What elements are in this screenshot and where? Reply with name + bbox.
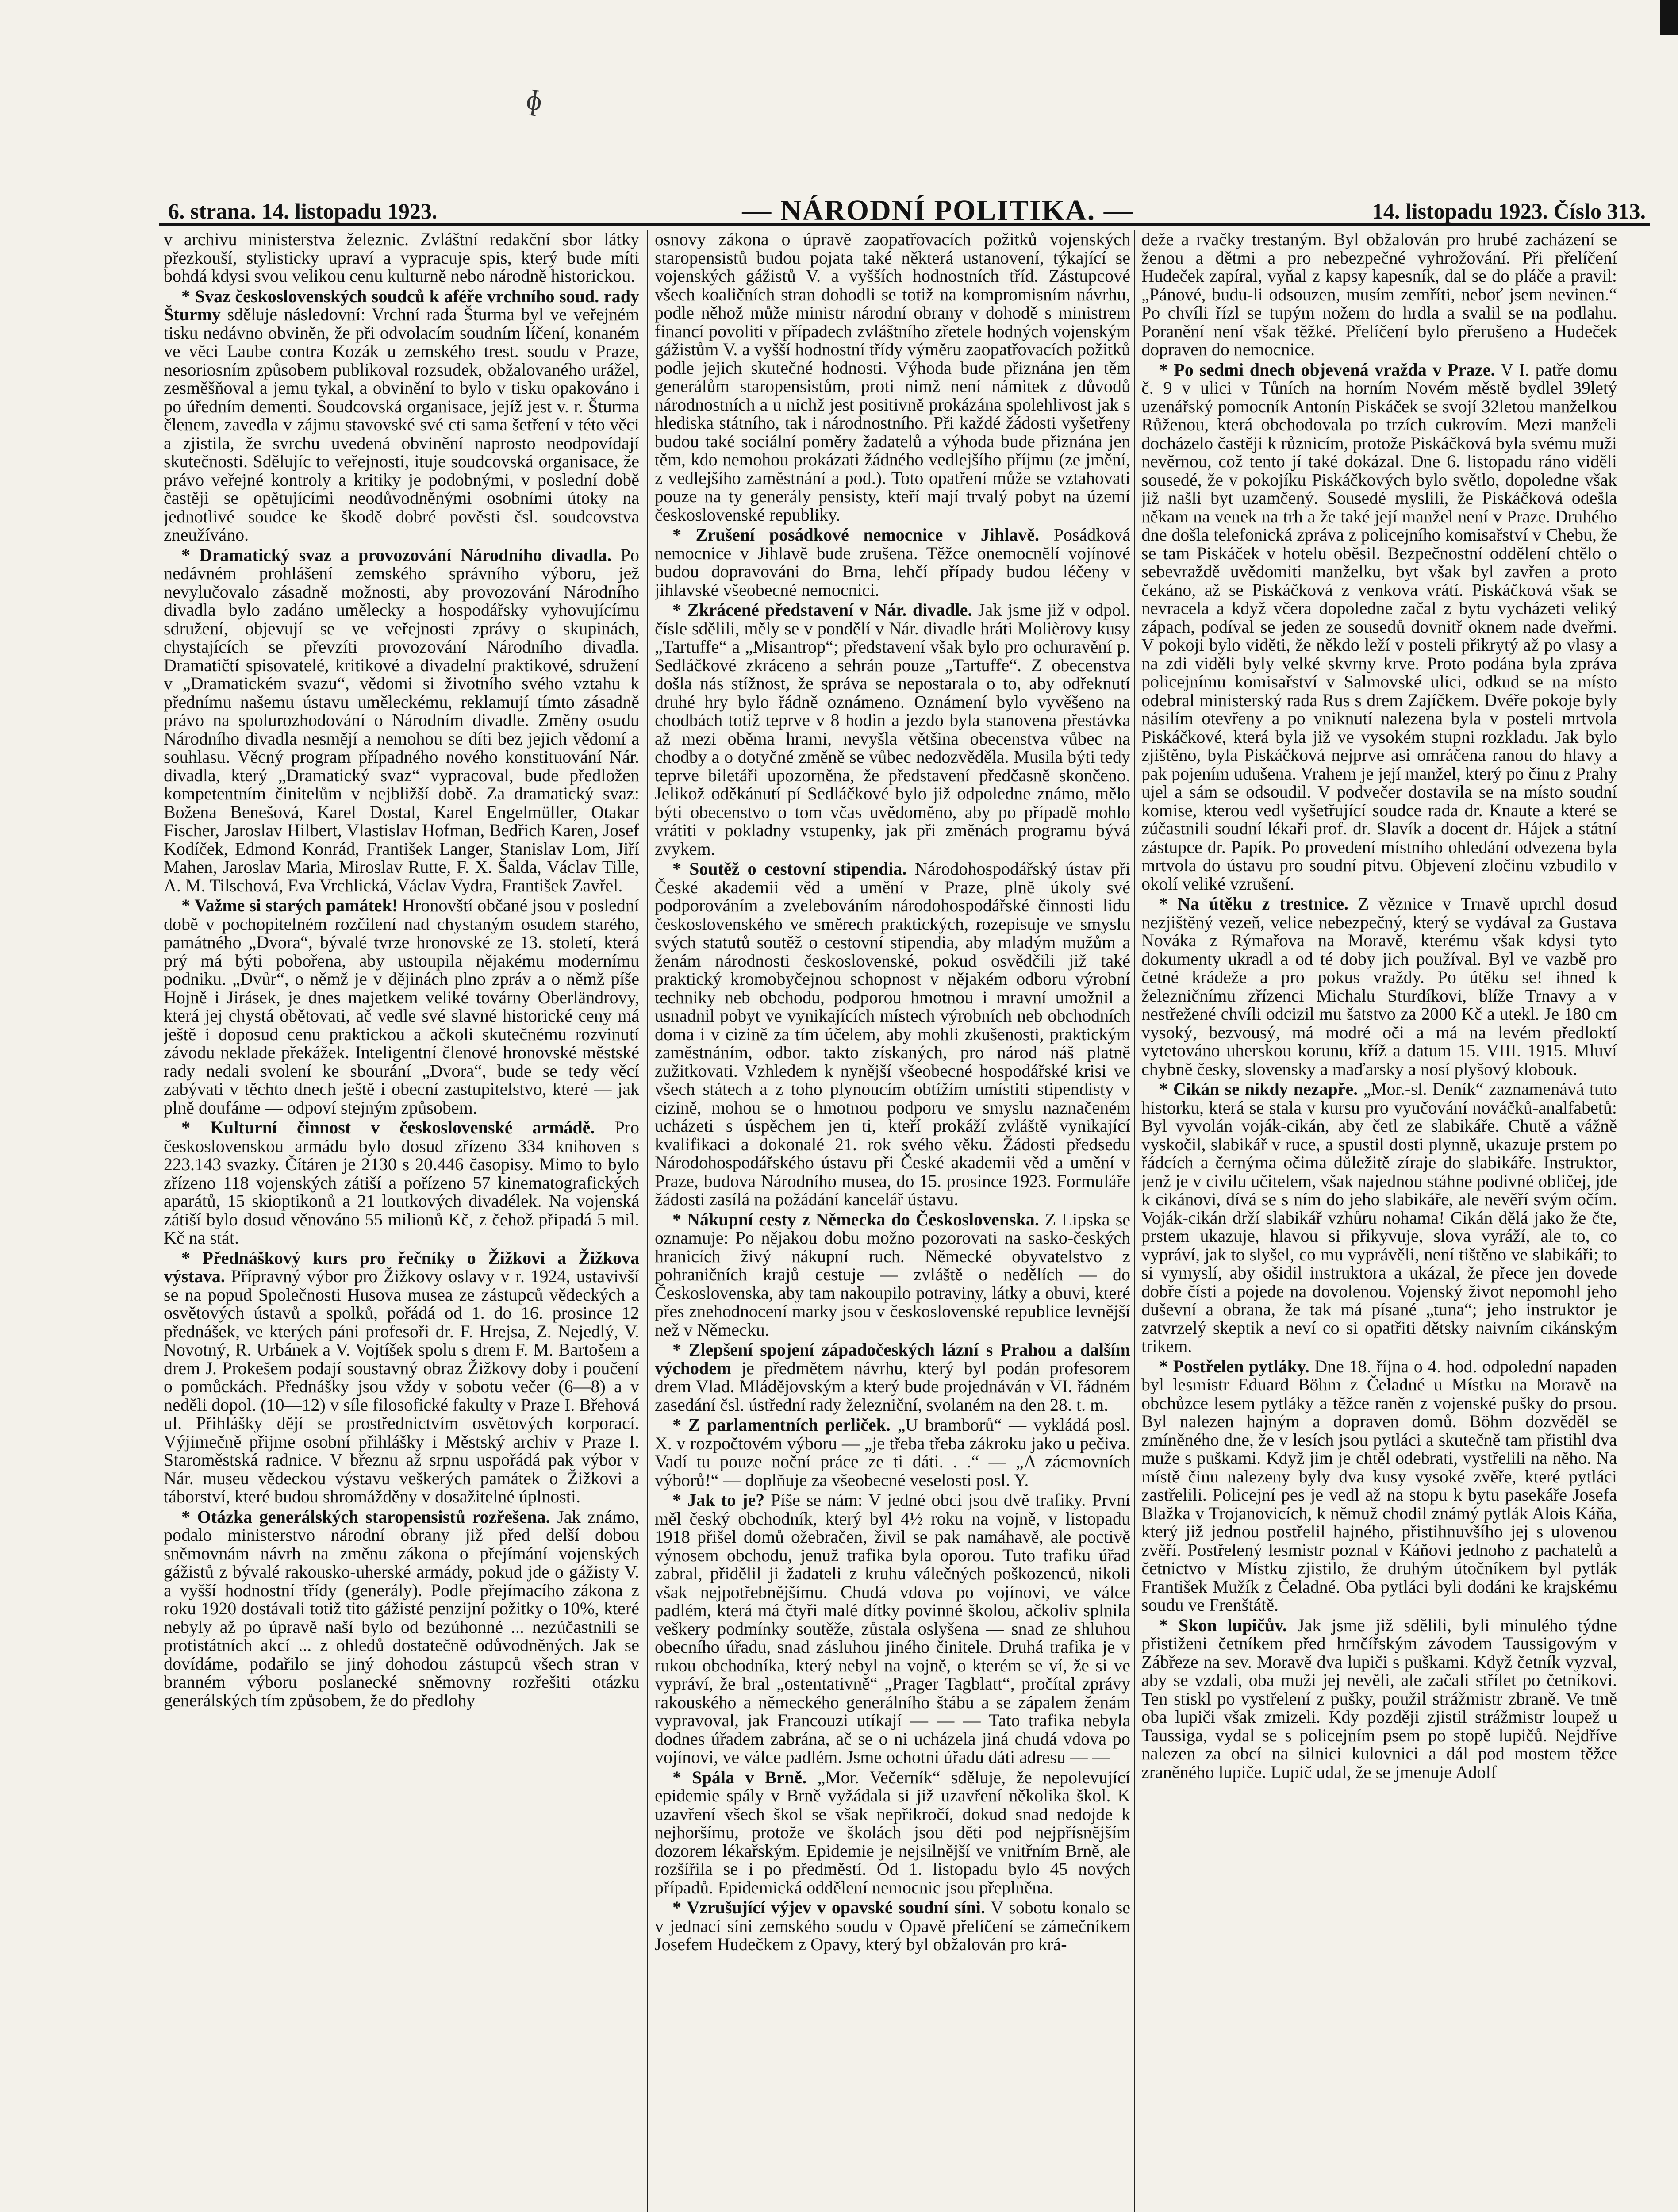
article-body: Jak jsme již sdělili, byli minulého týdne přistiženi četníkem před hrnčířským závodem Taussigovým v Zábřeze na sev. Moravě dva lupiči s puškami. Když četník vyzval, aby se vzdali, oba muži jej nevěli, ale začali střílet po četníkovi. Ten stiskl po vystřelení z pušky, použil strážmistr zbraně. Ve tmě oba lupiči však zmizeli. Kdy později zjistil strážmistr loupež u Taussiga, vydal se s policejním psem po stopě lupičů. Nejdříve nalezen za obcí na silnici kulovnici a dál pod mostem těžce zraněného lupiče. Lupič udal, že se jmenuje Adolf: [1141, 1615, 1617, 1782]
article-paragraph: [164, 896, 639, 1117]
article-paragraph: [1141, 1616, 1617, 1782]
article-headline: * Kulturní činnost v československé armádě.: [181, 1118, 595, 1137]
article-body: Jak známo, podalo ministerstvo národní obrany již před delší dobou sněmovnám návrh na změnu zákona o přejímání vojenských gážistů z bývalé rakousko-uherské armády, pokud jde o gážisty V. a vyšší hodnostní třídy (generály). Podle přejímacího zákona z roku 1920 dostávali totiž tito gážisté penzijní požitky o 10%, které nebyly až po úpravě naší bylo od bezúhonné ... nezúčastnili se protistátních akcí ... z ohledů dostatečně odůvodněných. Jak se dovídáme, podařilo se jiný dohodou zástupců všech stran v branném výboru poslanecké sněmovny rozřešiti otázku generálských tím způsobem, že do předlohy: [164, 1506, 639, 1710]
article-headline: * Po sedmi dnech objevená vražda v Praze.: [1159, 359, 1495, 380]
article-headline: * Soutěž o cestovní stipendia.: [672, 859, 907, 879]
article-headline: * Cikán se nikdy nezapře.: [1159, 1079, 1358, 1099]
article-headline: * Z parlamentních perliček.: [672, 1415, 891, 1435]
article-headline: * Zlepšení spojení západočeských lázní s Prahou a dalším východem: [655, 1340, 1130, 1378]
article-paragraph: [164, 546, 639, 895]
article-body: „U bramborů“ — vykládá posl. X. v rozpočtovém výboru — „je třeba třeba zákroku jako u pečiva. Vadí tu pouze noční práce ze ti dáti. . .“ — „A zácmovních výborů!“ — doplňuje za všeobecné veselosti posl. Y.: [655, 1415, 1130, 1490]
column-3: [1141, 230, 1617, 2212]
article-body: „Mor.-sl. Deník“ zaznamenává tuto historku, která se stala v kursu pro vyučování nováčků-analfabetů: Byl vyvolán voják-cikán, aby četl ze slabikáře. Chutě a vážně vyskočil, slabikář v ruce, a spustil dosti plynně, ukazuje prstem po řádcích a černýma očima důležitě zíraje do slabikáře. Instruktor, jenž je v civilu učitelem, však najednou stáhne podivné obličej, jde k cikánovi, dívá se s ním do jeho slabikáře, ale nevěří svým očím. Voják-cikán drží slabikář vzhůru nohama! Cikán dělá jako že čte, prstem ukazuje, hlavou si přikyvuje, slova vyráží, ale to, co vypráví, jak to slyšel, co mu vyprávěli, není tištěno ve slabikáři; to si vymyslí, aby ošidil instruktora a ukázal, že přece jen dovede dobře čísti a pojede na dovolenou. Vojenský život nepomohl jeho duševní a obrana, že tak má písané „tuna“; jeho instruktor je zatvrzelý skeptik a neví co si opatřiti dětsky naivním cikánským trikem.: [1141, 1079, 1617, 1356]
article-paragraph: [1141, 361, 1617, 893]
article-body: deže a rvačky trestaným. Byl obžalován pro hrubé zacházení se ženou a dětmi a pro nebezpečné vyhrožování. Při přelíčení Hudeček zapíral, vyňal z kapsy kapesník, dal se do pláče a pravil: „Pánové, budu-li odsouzen, musím zemříti, neboť jsem nevinen.“ Po chvíli řízl se tupým nožem do hrdla a svalil se na podlahu. Poranění není však těžké. Přelíčení bylo přerušeno a Hudeček dopraven do nemocnice.: [1141, 230, 1617, 359]
newspaper-title: — NÁRODNÍ POLITIKA. —: [742, 194, 1134, 227]
column-divider: [647, 230, 648, 2212]
article-headline: * Spála v Brně.: [672, 1767, 807, 1787]
page-number-date: 6. strana. 14. listopadu 1923.: [168, 199, 438, 223]
article-paragraph: [655, 1491, 1130, 1767]
article-body: V sobotu konalo se v jednací síni zemského soudu v Opavě přelíčení se zámečníkem Josefem Hudečkem z Opavy, který byl obžalován pro krá-: [655, 1897, 1130, 1954]
issue-number-date: 14. listopadu 1923. Číslo 313.: [1372, 199, 1646, 223]
article-paragraph: [164, 1508, 639, 1710]
article-headline: * Vzrušující výjev v opavské soudní síni.: [672, 1897, 985, 1917]
article-body: osnovy zákona o úpravě zaopatřovacích požitků vojenských staropensistů budou pojata také některá ustanovení, týkající se vojenských gážistů V. a vyšších hodnostních tříd. Zástupcové všech koaličních stran dohodli se totiž na kompromisním návrhu, podle něhož může ministr národní obrany v dohodě s ministrem financí povoliti v případech zvláštního zřetele hodných vojenským gážistům V. a vyšší hodnostní třídy výměru zaopatřovacích požitků podle jejich skutečné hodnosti. Výhoda bude přiznána jen těm generálům staropensistům, proti nimž není námitek z důvodů národnostních a u nichž jest positivně prokázána spolehlivost jak s hlediska státního, tak i národnostního. Při každé žádosti vyšetřeny budou také sociální poměry žadatelů a výhoda bude přiznána jen těm, kdo nemohou prokázati žádného vedlejšího příjmu (ze jmění, z vedlejšího zaměstnání a pod.). Toto opatření může se vztahovati pouze na ty generály pensisty, kteří mají trvalý pobyt na území československé republiky.: [655, 230, 1130, 525]
article-body: Národohospodářský ústav při České akademii věd a umění v Praze, plně úkoly své podporováním a zvelebováním národohospodářské činnosti lidu československého ve směrech praktických, rozepisuje ve smyslu svých statutů soutěž o cestovní stipendia, aby mladým mužům a ženám národnosti československé, pokud osvědčili již také praktický kromobyčejnou schopnost v nějakém odboru výrobní techniky neb obchodu, podporou hmotnou i mravní umožnil a usnadnil pobyt ve vynikajících místech výrobních neb obchodních doma i v cizině za tím účelem, aby mohli zkušenosti, praktickým zaměstnáním, odbor. takto získaných, pro národ náš platně zužitkovati. Vzhledem k nynější všeobecné hospodářské krisi ve všech státech a z toho plynoucím obtížím umístiti stipendisty v cizině, mohou se o hmotnou podporu ve smyslu naznačeném ucházeti s úspěchem jen ti, kteří prokáží zvláště vynikající kvalifikaci a dokonalé 21. rok svého věku. Žádosti předsedu Národohospodářského ústavu při České akademii věd a umění v Praze, budova Národního musea, do 15. prosince 1923. Formuláře žádosti zasílá na požádání kancelář ústavu.: [655, 859, 1130, 1209]
article-body: Pro československou armádu bylo dosud zřízeno 334 knihoven s 223.143 svazky. Čítáren je 2130 s 20.446 časopisy. Mimo to bylo zřízeno 118 vojenských zátiší a pořízeno 57 kinematografických aparátů, 15 skioptikonů a 21 loutkových divadélek. Na vojenská zátiší bylo dosud věnováno 55 milionů Kč, z čehož připadá 5 mil. Kč na stát.: [164, 1118, 639, 1248]
article-headline: * Dramatický svaz a provozování Národního divadla.: [181, 545, 612, 565]
article-headline: * Postřelen pytláky.: [1159, 1356, 1309, 1376]
article-headline: * Svaz československých soudců k aféře vrchního soud. rady Šturmy: [164, 286, 639, 324]
article-paragraph: [655, 526, 1130, 599]
article-paragraph: [655, 860, 1130, 1209]
article-body: Dne 18. října o 4. hod. odpolední napaden byl lesmistr Eduard Böhm z Čeladné u Místku na Moravě na obchůzce lesem pytláky a těžce raněn z vojenské pušky do prsou. Byl nalezen hajným a dopraven domů. Böhm dozvěděl se zmíněného dne, že v lesích jsou pytláci a skutečně tam přistihl dva muže s puškami. Když jim je chtěl odebrati, vystřelili na něho. Na místě činu nalezeny byly dva kusy vysoké zvěře, které pytláci zastřelili. Policejní pes je vedl až na stopu k bytu pasekáře Josefa Blažka v Trojanovicích, k němuž chodil známý pytlák Alois Káňa, který již jednou postřelil hajného, přistihnuvšího jej s ulovenou zvěří. Postřelený lesmistr poznal v Káňovi jednoho z pachatelů a četnictvo v Místku zjistilo, že druhým útočníkem byl pytlák František Mužík z Čeladné. Oba pytláci byli dodáni ke krajskému soudu ve Frenštátě.: [1141, 1356, 1617, 1615]
article-paragraph: [655, 1210, 1130, 1339]
article-body: Posádková nemocnice v Jihlavě bude zrušena. Těžce onemocnělí vojínové budou dopravováni do Brna, lehčí případy budou léčeny v jihlavské všeobecné nemocnici.: [655, 525, 1130, 600]
column-2: [655, 230, 1130, 2212]
article-continuation: [655, 230, 1130, 524]
article-paragraph: [655, 1340, 1130, 1414]
article-body: sděluje následovní: Vrchní rada Šturma byl ve veřejném tisku nedávno obviněn, že při odvolacím soudním líčení, konaném ve věci Laube contra Kozák u zemského trest. soudu v Praze, nesoriosním způsobem publikoval rozsudek, obžalovaného urážel, zesměšňoval a jemu tykal, a obvinění to bylo v tisku opakováno i po úředním dementi. Soudcovská organisace, jejíž jest v. r. Šturma členem, zavedla v zájmu stavovské své cti sama šetření v této věci a zjistila, že svrchu uvedená obvinění naprosto neodpovídají skutečnosti. Sdělujíc to veřejnosti, ituje soudcovská organisace, že právo veřejné kontroly a kritiky je podobnými, v poslední době častěji se opětujícími neodůvodněnými osobními útoky na jednotlivé soudce ke škodě dobré pověsti čsl. soudcovstva zneužíváno.: [164, 304, 639, 545]
article-body: „Mor. Večerník“ sděluje, že nepolevující epidemie spály v Brně vyžádala si již uzavření několika škol. K uzavření všech škol se však nepřikročí, dokud snad nedojde k nejhoršímu, protože ve školách jsou děti pod nejpřísnějším dozorem lékařským. Epidemie je nejsilnější ve vnitřním Brně, ale rozšířila se i po předměstí. Od 1. listopadu bylo 45 nových případů. Epidemická oddělení nemocnic jsou přeplněna.: [655, 1767, 1130, 1897]
article-continuation: [1141, 230, 1617, 359]
column-divider: [1134, 230, 1135, 2212]
article-headline: * Zrušení posádkové nemocnice v Jihlavě.: [672, 525, 1039, 545]
article-body: V I. patře domu č. 9 v ulici v Tůních na horním Novém městě bydlel 39letý uzenářský pomocník Antonín Piskáček se svojí 32letou manželkou Růženou, která obchodovala po trzích cukrovím. Mezi manželi docházelo častěji k různicím, protože Piskáčková byla svému muži nevěrnou, což tento jí také dokázal. Dne 6. listopadu ráno viděli sousedé, že v pokojíku Piskáčkových bylo světlo, dopoledne však již našli byt uzamčený. Sousedé myslili, že Piskáčková odešla někam na venek na trh a že také její manžel není v Praze. Druhého dne došla telefonická zpráva z policejního komisařství v Chebu, že se tam Piskáček v hotelu oběsil. Bezpečnostní oddělení chtělo o sebevraždě uvědomiti manželku, byt však byl zavřen a proto čekáno, až se Piskáčková z venkova vrátí. Piskáčková však se nevracela a když včera dopoledne začal z bytu vycházeti veliký zápach, podíval se jeden ze sousedů dovnitř oknem nade dveřmi. V pokoji bylo viděti, že někdo leží v posteli přikrytý až po vlasy a na zdi viděli byly velké skvrny krve. Proto podána byla zpráva policejnímu komisařství v Salmovské ulici, odkud se na místo odebral ministerský rada Rus s drem Zajíčkem. Dvéře pokoje byly násilím otevřeny a po vniknutí nalezena byla v posteli mrtvola Piskáčkové, která byla již ve vysokém stupni rozkladu. Jak bylo zjištěno, byla Piskáčková nejprve asi omráčena ranou do hlavy a pak pojením udušena. Vrahem je její manžel, který po činu z Prahy ujel a sám se odsoudil. V podvečer dostavila se na místo soudní komise, kterou vedl vyšetřující soudce rada dr. Knaute a které se zúčastnili soudní lékaři prof. dr. Slavík a docent dr. Hájek a státní zástupce dr. Papík. Po provedení místního ohledání odvezena byla mrtvola do ústavu pro soudní pitvu. Objevení zločinu vzbudilo v okolí veliké vzrušení.: [1141, 359, 1617, 894]
article-paragraph: [655, 601, 1130, 858]
article-paragraph: [1141, 895, 1617, 1078]
article-headline: * Nákupní cesty z Německa do Československa.: [672, 1209, 1039, 1229]
pencil-mark: ɸ: [524, 83, 545, 117]
article-paragraph: [655, 1768, 1130, 1897]
article-body: Hronovští občané jsou v poslední době v pochopitelném rozčilení nad chystaným osudem starého, památného „Dvora“, bývalé tvrze hronovské ze 13. století, která prý má býti pobořena, aby ustoupila nějakému modernímu podniku. „Dvůr“, o němž je v dějinách plno zpráv a o němž píše Hojně i Jirásek, je dnes majetkem veliké továrny Oberländrovy, která jej chystá obětovati, ač vedle své slavné historické ceny má ještě i doposud cenu praktickou a ačkoli skutečnému rozvinutí závodu nekladе překážek. Inteligentní členové hronovské městské rady nedali svolení ke sbourání „Dvora“, bude se tedy věcí zabývati v těchto dnech ještě i obecní zastupitelstvo, které — jak plně doufáme — odpoví stejným způsobem.: [164, 895, 639, 1118]
article-headline: * Jak to je?: [672, 1490, 765, 1510]
article-headline: * Přednáškový kurs pro řečníky o Žižkovi a Žižkova výstava.: [164, 1248, 639, 1286]
article-body: Po nedávném prohlášení zemského správního výboru, jež nevylučovalo zásadně možnosti, aby provozování Národního divadla bylo zadáno umělecky a hospodářsky vyhovujícímu sdružení, objevují se ve veřejnosti zprávy o skupinách, chystajících se převzíti provozování Národního divadla. Dramatičtí spisovatelé, kritikové a divadelní praktikové, sdružení v „Dramatickém svazu“, vědomi si životního svého vztahu k přednímu našemu ústavu uměleckému, reklamují tímto zásadně právo na spolurozhodování o Národním divadle. Změny osudu Národního divadla nesmějí a nemohou se díti bez jejich vědomí a souhlasu. Věcný program případného nového konstituování Nár. divadla, který „Dramatický svaz“ vypracoval, bude předložen kompetentním činitelům v nejbližší době. Za dramatický svaz: Božena Benešová, Karel Dostal, Karel Engelmüller, Otakar Fischer, Jaroslav Hilbert, Vlastislav Hofman, Bedřich Karen, Josef Kodíček, Edmond Konrád, František Langer, Stanislav Lom, Jiří Mahen, Jaroslav Maria, Miroslav Rutte, F. X. Šalda, Václav Tille, A. M. Tilschová, Eva Vrchlická, Václav Vydra, František Zavřel.: [164, 545, 639, 895]
article-paragraph: [1141, 1357, 1617, 1614]
article-continuation: [164, 230, 639, 285]
article-paragraph: [655, 1898, 1130, 1954]
article-headline: * Na útěku z trestnice.: [1159, 894, 1349, 914]
article-body: Z Lipska se oznamuje: Po nějakou dobu možno pozorovati na sasko-českých hranicích živý nákupní ruch. Německé obyvatelstvo z pohraničních krajů cestuje — zvláště o nedělích — do Československa, aby tam nakoupilo potraviny, látky a obuvi, které přes znehodnocení marky jsou v československé republice levnější než v Německu.: [655, 1209, 1130, 1340]
column-1: [164, 230, 639, 2212]
article-body: Píše se nám: V jedné obci jsou dvě trafiky. První měl český obchodník, který byl 4½ roku na vojně, v listopadu 1918 přišel domů ožebračen, živil se pak namáhavě, ale poctivě výnosem obchodu, jenuž trafika byla oporou. Tuto trafiku úřad zabral, přidělil ji žadateli z kruhu válečných poškozenců, nikoli však nejpotřebnějšímu. Chudá vdova po vojínovi, ve válce padlém, která má čtyři malé dítky povinné školou, ačkoliv splnila veškery podmínky soutěže, zůstala oslyšena — snad ze shluhou obecního úřadu, snad zásluhou jiného činitele. Druhá trafika je v rukou obchodníka, který nebyl na vojně, o kterém se ví, že si ve vypráví, že bral „ostentativně“ „Prager Tagblatt“, pročítal zprávy rakouského a německého generálního štábu a se zápalem ženám vypravoval, jak Francouzi utíkají — — — Tato trafika nebyla dodnes úřadem zabrána, ač se o ni ucházela jiná chudá vdova po vojínovi, ve válce padlém. Jsme ochotni úřadu dáti adresu — —: [655, 1490, 1130, 1767]
article-paragraph: [164, 287, 639, 544]
article-body: Jak jsme již v odpol. čísle sdělili, měly se v pondělí v Nár. divadle hráti Molièrovy kusy „Tartuffe“ a „Misantrop“; představení však bylo pro ochuravění p. Sedláčkové zkráceno a sehrán pouze „Tartuffe“. Z obecenstva došla nás stížnost, že správa se nepostarala o to, aby odřeknutí druhé hry bylo řádně oznámeno. Oznámení bylo vyvěšeno na chodbách totiž teprve v 8 hodin a jezdo byla stanovena přestávka až mezi oběma hrami, nevyšla většina obecenstva vůbec na chodby a o dotyčné změně se vůbec nedozvěděla. Musila býti tedy teprve biletáři upozorněna, že představení předčasně skončeno. Jelikož oděkánutí pí Sedláčkové bylo již odpoledne známo, mělo býti obecenstvo o tom včas uvědoměno, aby po případě mohlo vrátiti v pokladny vstupenky, jak při změnách programu bývá zvykem.: [655, 600, 1130, 859]
article-headline: * Zkrácené představení v Nár. divadle.: [672, 600, 972, 620]
header-rule: [159, 223, 1650, 226]
article-body: Přípravný výbor pro Žižkovy oslavy v r. 1924, ustavivší se na popud Společnosti Husova musea ze zástupců vědeckých a osvětových ústavů a spolků, pořádá od 1. do 16. prosince 12 přednášek, ve kterých páni profesoři dr. F. Hrejsa, Z. Nejedlý, V. Novotný, R. Urbánek a V. Vojtíšek spolu s drem F. M. Bartošem a drem J. Prokešem podají soustavný obraz Žižkovy doby i poučení o pomůckách. Přednášky jsou vždy v sobotu večer (6—8) a v neděli dopol. (10—12) v síle filosofické fakulty v Praze I. Břehová ul. Přihlášky dějí se prostřednictvím osvětových korporací. Výjimečně přijme osobní přihlášky i Městský archiv v Praze I. Staroměstská radnice. V březnu až srpnu uspořádá pak výbor v Nár. museu vědeckou výstavu veškerých památek o Žižkovi a táborství, které budou shromážděny v dosažitelné úplnosti.: [164, 1266, 639, 1506]
article-paragraph: [164, 1118, 639, 1247]
scan-corner-mark: [1660, 0, 1678, 35]
article-paragraph: [655, 1416, 1130, 1489]
article-body: v archivu ministerstva železnic. Zvláštní redakční sbor látky přezkouší, stylisticky upraví a vypracuje spis, který bude míti bohdá kdysi svou velikou cenu kulturně nebo národně historickou.: [164, 230, 639, 286]
article-headline: * Otázka generálských staropensistů rozřešena.: [181, 1506, 550, 1527]
article-headline: * Skon lupičův.: [1159, 1615, 1287, 1635]
article-paragraph: [1141, 1080, 1617, 1356]
article-body: je předmětem návrhu, který byl podán profesorem drem Vlad. Mládějovským a který bude projednáván v VI. řádném zasedání čsl. ústřední rady železniční, svolaném na den 28. t. m.: [655, 1358, 1130, 1415]
article-paragraph: [164, 1249, 639, 1506]
article-body: Z věznice v Trnavě uprchl dosud nezjištěný vezeň, velice nebezpečný, který se vydával za Gustava Nováka z Rýmařova na Moravě, kterému však kdysi tyto dokumenty ukradl a od té doby jich používal. Byl ve vazbě pro četné krádeže a pro pokus vraždy. Po útěku se! ihned k železničnímu zřízenci Michalu Sturdíkovi, blíže Trnavy a v nestřežené chvíli odcizil mu šatstvo za 2000 Kč a utekl. Je 180 cm vysoký, bezvousý, má modré oči a má na levém předloktí vytetováno uherskou korunu, kříž a datum 15. VIII. 1915. Mluví chybně česky, slovensky a maďarsky a nosí plyšový klobouk.: [1141, 894, 1617, 1079]
article-headline: * Važme si starých památek!: [181, 895, 398, 915]
